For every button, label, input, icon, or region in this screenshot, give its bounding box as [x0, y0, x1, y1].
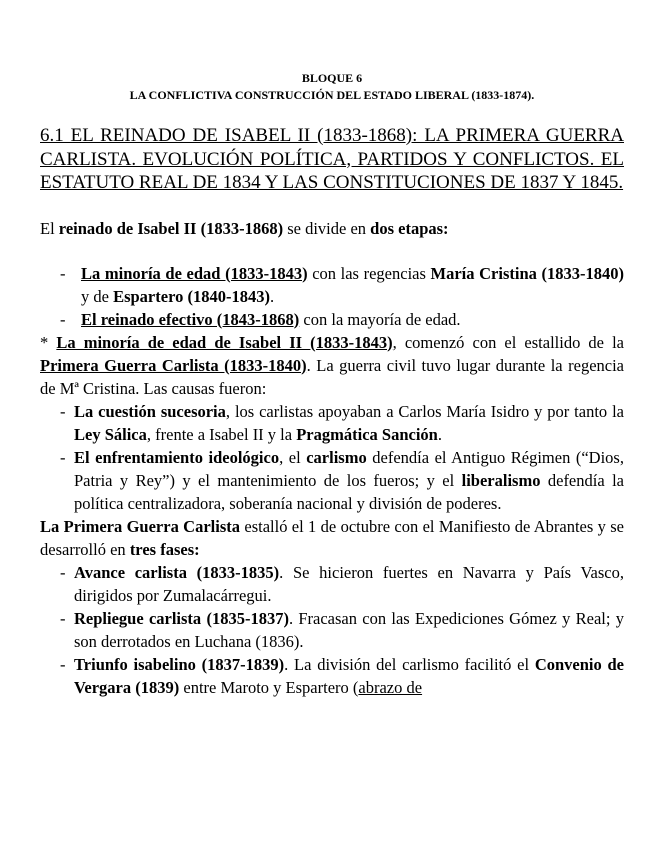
phases-list	[40, 561, 624, 699]
intro-paragraph: El reinado de Isabel II (1833-1868) se divide en dos etapas:	[40, 218, 449, 238]
list-item: - Avance carlista (1833-1835). Se hicieron fuertes en Navarra y País Vasco, dirigidos por Zumalacárregui.	[40, 561, 624, 607]
minority-paragraph: * La minoría de edad de Isabel II (1833-1843), comenzó con el estallido de la Primera Guerra Carlista (1833-1840). La guerra civil tuvo lugar durante la regencia de Mª Cristina. Las causas fueron:	[40, 332, 624, 398]
list-item: - Repliegue carlista (1835-1837). Fracasan con las Expediciones Gómez y Real; y son derrotados en Luchana (1836).	[40, 607, 624, 653]
war-paragraph: La Primera Guerra Carlista estalló el 1 de octubre con el Manifiesto de Abrantes y se desarrolló en tres fases:	[40, 516, 624, 559]
causes-list	[40, 400, 624, 515]
list-item: - La minoría de edad (1833-1843) con las regencias María Cristina (1833-1840) y de Espartero (1840-1843).	[40, 262, 624, 308]
list-item: - La cuestión sucesoria, los carlistas apoyaban a Carlos María Isidro y por tanto la Ley Sálica, frente a Isabel II y la Pragmática Sanción.	[40, 400, 624, 446]
list-item: - El enfrentamiento ideológico, el carlismo defendía el Antiguo Régimen (“Dios, Patria y Rey”) y el mantenimiento de los fueros; y el liberalismo defendía la política centralizadora, soberanía nacional y división de poderes.	[40, 446, 624, 515]
section-title: 6.1 EL REINADO DE ISABEL II (1833-1868): LA PRIMERA GUERRA CARLISTA. EVOLUCIÓN POLÍTICA, PARTIDOS Y CONFLICTOS. EL ESTATUTO REAL DE 1834 Y LAS CONSTITUCIONES DE 1837 Y 1845.	[40, 125, 624, 193]
list-item: - Triunfo isabelino (1837-1839). La división del carlismo facilitó el Convenio de Vergara (1839) entre Maroto y Espartero (abrazo de	[40, 653, 624, 699]
block-heading: BLOQUE 6	[301, 71, 363, 85]
document-page	[40, 70, 624, 699]
block-subtitle: LA CONFLICTIVA CONSTRUCCIÓN DEL ESTADO LIBERAL (1833-1874).	[129, 88, 535, 102]
stages-list	[40, 262, 624, 331]
list-item: - El reinado efectivo (1843-1868) con la mayoría de edad.	[40, 308, 624, 331]
